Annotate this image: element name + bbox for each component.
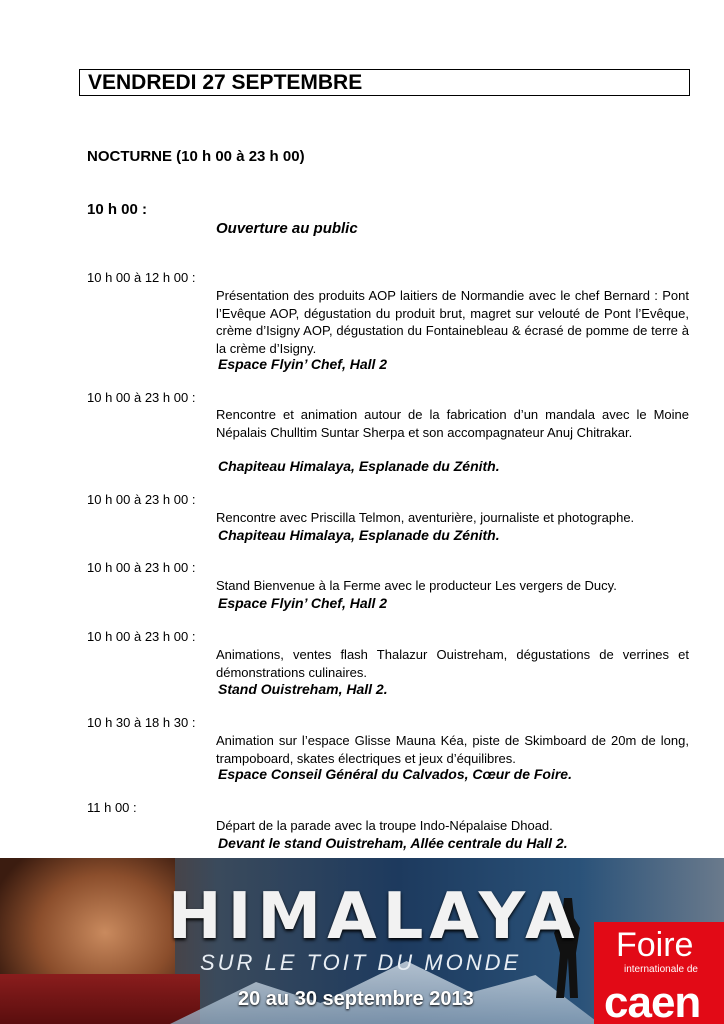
opening-title: Ouverture au public <box>216 220 358 237</box>
event-time: 10 h 00 à 23 h 00 : <box>87 492 196 507</box>
banner-subline: SUR LE TOIT DU MONDE <box>200 950 522 975</box>
foire-caen-logo <box>594 922 724 1024</box>
event-location: Espace Flyin’ Chef, Hall 2 <box>218 356 388 372</box>
event-time: 10 h 00 à 23 h 00 : <box>87 560 196 575</box>
event-location: Espace Conseil Général du Calvados, Cœur de Foire. <box>218 766 572 782</box>
event-description: Présentation des produits AOP laitiers de Normandie avec le chef Bernard : Pont l’Evêque AOP, dégustation du produit brut, magret sur velouté de Pont l’Evêque, crème d’Isigny AOP, dégustation du Fontainebleau & écrasé de pomme de terre à la crème d’Isigny. <box>216 288 689 356</box>
nocturne-heading: NOCTURNE (10 h 00 à 23 h 00) <box>87 148 305 165</box>
event-description: Animation sur l’espace Glisse Mauna Kéa, piste de Skimboard de 20m de long, trampoboard, skates électriques et jeux d’équilibres. <box>216 733 689 766</box>
event-time: 10 h 00 à 23 h 00 : <box>87 390 196 405</box>
event-time: 10 h 00 à 12 h 00 : <box>87 270 196 285</box>
event-description: Rencontre avec Priscilla Telmon, aventurière, journaliste et photographe. <box>216 510 635 525</box>
logo-word-caen: caen <box>604 978 701 1024</box>
logo-word-internationale: internationale de <box>624 964 698 975</box>
banner-dates: 20 au 30 septembre 2013 <box>238 988 474 1010</box>
event-location: Devant le stand Ouistreham, Allée centrale du Hall 2. <box>218 835 568 851</box>
logo-word-foire: Foire <box>616 926 694 964</box>
event-location: Chapiteau Himalaya, Esplanade du Zénith. <box>218 458 500 474</box>
page-title-box <box>79 69 690 96</box>
page-title: VENDREDI 27 SEPTEMBRE <box>88 71 363 94</box>
banner-headline: HIMALAYA <box>168 880 581 954</box>
event-location: Espace Flyin’ Chef, Hall 2 <box>218 595 388 611</box>
opening-time: 10 h 00 : <box>87 201 148 218</box>
event-description: Départ de la parade avec la troupe Indo-Népalaise Dhoad. <box>216 818 553 833</box>
himalaya-banner <box>0 858 724 1024</box>
event-location: Stand Ouistreham, Hall 2. <box>218 681 388 697</box>
event-location: Chapiteau Himalaya, Esplanade du Zénith. <box>218 527 500 543</box>
event-time: 11 h 00 : <box>87 800 137 815</box>
event-time: 10 h 30 à 18 h 30 : <box>87 715 196 730</box>
event-time: 10 h 00 à 23 h 00 : <box>87 629 196 644</box>
event-description: Rencontre et animation autour de la fabrication d’un mandala avec le Moine Népalais Chulltim Suntar Sherpa et son accompagnateur Anuj Chitrakar. <box>216 407 689 440</box>
event-description: Stand Bienvenue à la Ferme avec le producteur Les vergers de Ducy. <box>216 578 617 593</box>
event-description: Animations, ventes flash Thalazur Ouistreham, dégustations de verrines et démonstrations culinaires. <box>216 647 689 680</box>
monk-robe-image <box>0 974 200 1024</box>
